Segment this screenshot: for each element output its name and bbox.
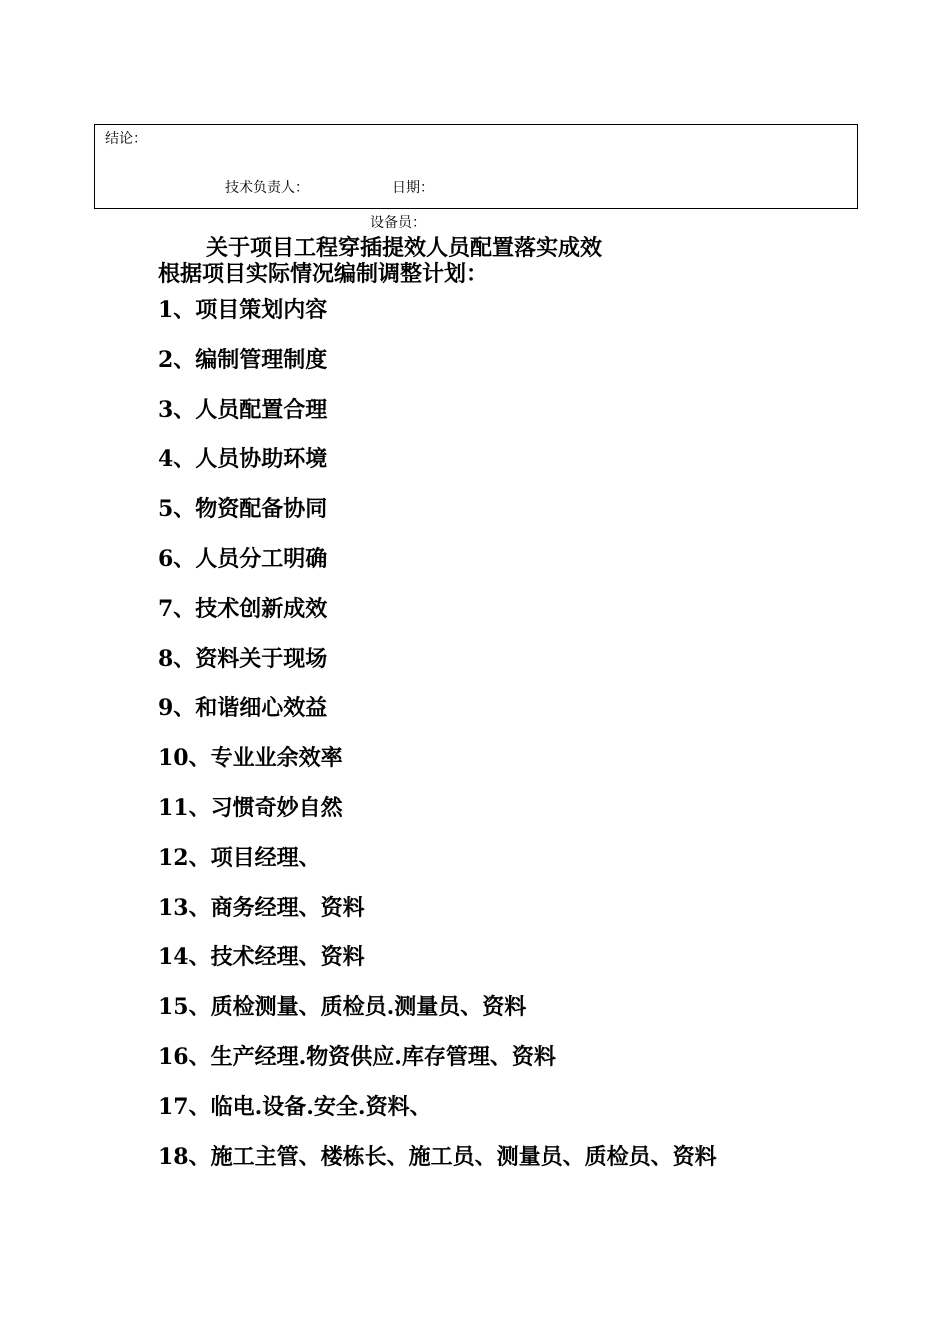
document-title-line-1: 关于项目工程穿插提效人员配置落实成效 bbox=[206, 235, 603, 261]
plan-item: 16、生产经理.物资供应.库存管理、资料 bbox=[158, 1043, 556, 1070]
plan-item: 12、项目经理、 bbox=[158, 844, 321, 871]
equipment-officer-label: 设备员： bbox=[370, 215, 426, 231]
date-label: 日期： bbox=[392, 180, 434, 196]
plan-item: 17、临电.设备.安全.资料、 bbox=[158, 1093, 432, 1120]
plan-item: 8、资料关于现场 bbox=[158, 645, 328, 672]
plan-list bbox=[158, 296, 717, 1192]
plan-item: 9、和谐细心效益 bbox=[158, 695, 328, 722]
plan-item: 15、质检测量、质检员.测量员、资料 bbox=[158, 994, 527, 1021]
conclusion-box bbox=[94, 124, 858, 209]
plan-item: 5、物资配备协同 bbox=[158, 496, 328, 523]
plan-item: 2、编制管理制度 bbox=[158, 346, 328, 373]
conclusion-label: 结论： bbox=[105, 131, 147, 147]
plan-item: 7、技术创新成效 bbox=[158, 595, 328, 622]
document-title-line-2: 根据项目实际情况编制调整计划： bbox=[158, 261, 489, 287]
plan-item: 6、人员分工明确 bbox=[158, 545, 328, 572]
plan-item: 11、习惯奇妙自然 bbox=[158, 794, 343, 821]
plan-item: 4、人员协助环境 bbox=[158, 446, 328, 473]
plan-item: 13、商务经理、资料 bbox=[158, 894, 365, 921]
plan-item: 3、人员配置合理 bbox=[158, 396, 328, 423]
plan-item: 14、技术经理、资料 bbox=[158, 944, 365, 971]
plan-item: 10、专业业余效率 bbox=[158, 745, 343, 772]
plan-item: 18、施工主管、楼栋长、施工员、测量员、质检员、资料 bbox=[158, 1143, 717, 1170]
plan-item: 1、项目策划内容 bbox=[158, 297, 328, 323]
tech-lead-label: 技术负责人： bbox=[225, 180, 309, 196]
